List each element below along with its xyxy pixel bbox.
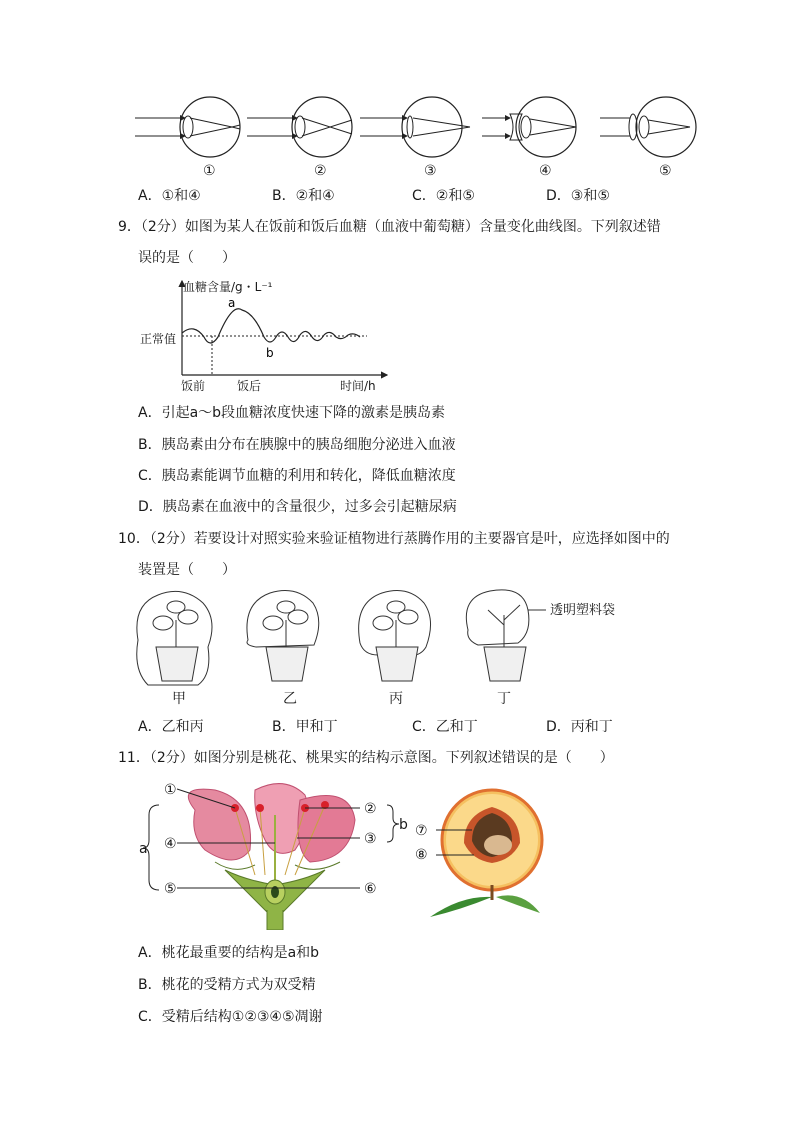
q8-option-c: C．②和⑤ [412, 188, 475, 204]
bag-label: 透明塑料袋 [550, 603, 616, 618]
q9-option-a: A．引起a～b段血糖浓度快速下降的激素是胰岛素 [138, 405, 446, 421]
q10-option-a: A．乙和丙 [138, 719, 204, 735]
setup-yi [247, 591, 319, 681]
eye-4 [482, 97, 576, 157]
q10-option-b: B．甲和丁 [272, 719, 338, 735]
q11-option-c: C．受精后结构①②③④⑤凋谢 [138, 1009, 323, 1025]
setup-bing [359, 591, 431, 681]
q9-stem-line2: 误的是（ ） [138, 250, 236, 266]
eye-2 [247, 97, 352, 157]
q8-option-a: A．①和④ [138, 188, 201, 204]
q10-option-c: C．乙和丁 [412, 719, 478, 735]
chart-x-before: 饭前 [181, 379, 206, 393]
flower-label-2: ② [364, 801, 377, 817]
transpiration-setups [128, 585, 668, 690]
flower-label-3: ③ [364, 831, 377, 847]
setup-label-bing: 丙 [389, 691, 403, 707]
eye-label-2: ② [314, 163, 327, 179]
eye-label-1: ① [203, 163, 216, 179]
blood-sugar-curve [182, 309, 360, 343]
q9-stem-line1: 9．（2分）如图为某人在饭前和饭后血糖（血液中葡萄糖）含量变化曲线图。下列叙述错 [118, 219, 661, 235]
chart-x-after: 饭后 [237, 379, 262, 393]
q10-option-d: D．丙和丁 [546, 719, 613, 735]
q9-option-d: D．胰岛素在血液中的含量很少，过多会引起糖尿病 [138, 499, 457, 515]
q8-option-b: B．②和④ [272, 188, 335, 204]
brace-b [387, 805, 399, 842]
q9-option-c: C．胰岛素能调节血糖的利用和转化，降低血糖浓度 [138, 468, 456, 484]
setup-ding [466, 590, 546, 681]
brace-a-label: a [139, 841, 148, 857]
q8-option-d: D．③和⑤ [546, 188, 610, 204]
eye-label-4: ④ [539, 163, 552, 179]
peach-fruit-svg [412, 785, 552, 925]
chart-x-axis: 时间/h [340, 379, 376, 393]
eye-1 [135, 97, 240, 157]
eye-diagram-figure [130, 92, 710, 184]
setup-jia [137, 591, 212, 685]
chart-ylabel: 血糖含量/g・L⁻¹ [183, 280, 273, 294]
q9-option-b: B．胰岛素由分布在胰腺中的胰岛细胞分泌进入血液 [138, 437, 456, 453]
q10-stem-line1: 10．（2分）若要设计对照实验来验证植物进行蒸腾作用的主要器官是叶，应选择如图中的 [118, 531, 670, 547]
flower-label-6: ⑥ [364, 881, 377, 897]
point-b-label: b [266, 346, 274, 360]
eye-label-3: ③ [424, 163, 437, 179]
setup-label-yi: 乙 [283, 691, 297, 707]
q10-stem-line2: 装置是（ ） [138, 562, 236, 578]
transpiration-svg [128, 585, 668, 690]
q11-stem: 11．（2分）如图分别是桃花、桃果实的结构示意图。下列叙述错误的是（ ） [118, 750, 614, 766]
eye-5 [600, 97, 696, 157]
eye-3 [360, 97, 470, 157]
eye-diagrams-svg [130, 92, 710, 184]
chart-normal-label: 正常值 [140, 332, 177, 346]
setup-label-ding: 丁 [497, 691, 511, 707]
q11-option-b: B．桃花的受精方式为双受精 [138, 977, 316, 993]
eye-label-5: ⑤ [659, 163, 672, 179]
fruit-label-7: ⑦ [415, 823, 428, 839]
point-a-label: a [228, 296, 236, 310]
flower-label-1: ① [164, 782, 177, 798]
flower-label-5: ⑤ [164, 881, 177, 897]
peach-fruit-figure [412, 785, 552, 925]
flower-label-4: ④ [164, 836, 177, 852]
setup-label-jia: 甲 [172, 691, 186, 707]
q11-option-a: A．桃花最重要的结构是a和b [138, 945, 320, 961]
brace-b-label: b [399, 817, 408, 833]
fruit-label-8: ⑧ [415, 847, 428, 863]
